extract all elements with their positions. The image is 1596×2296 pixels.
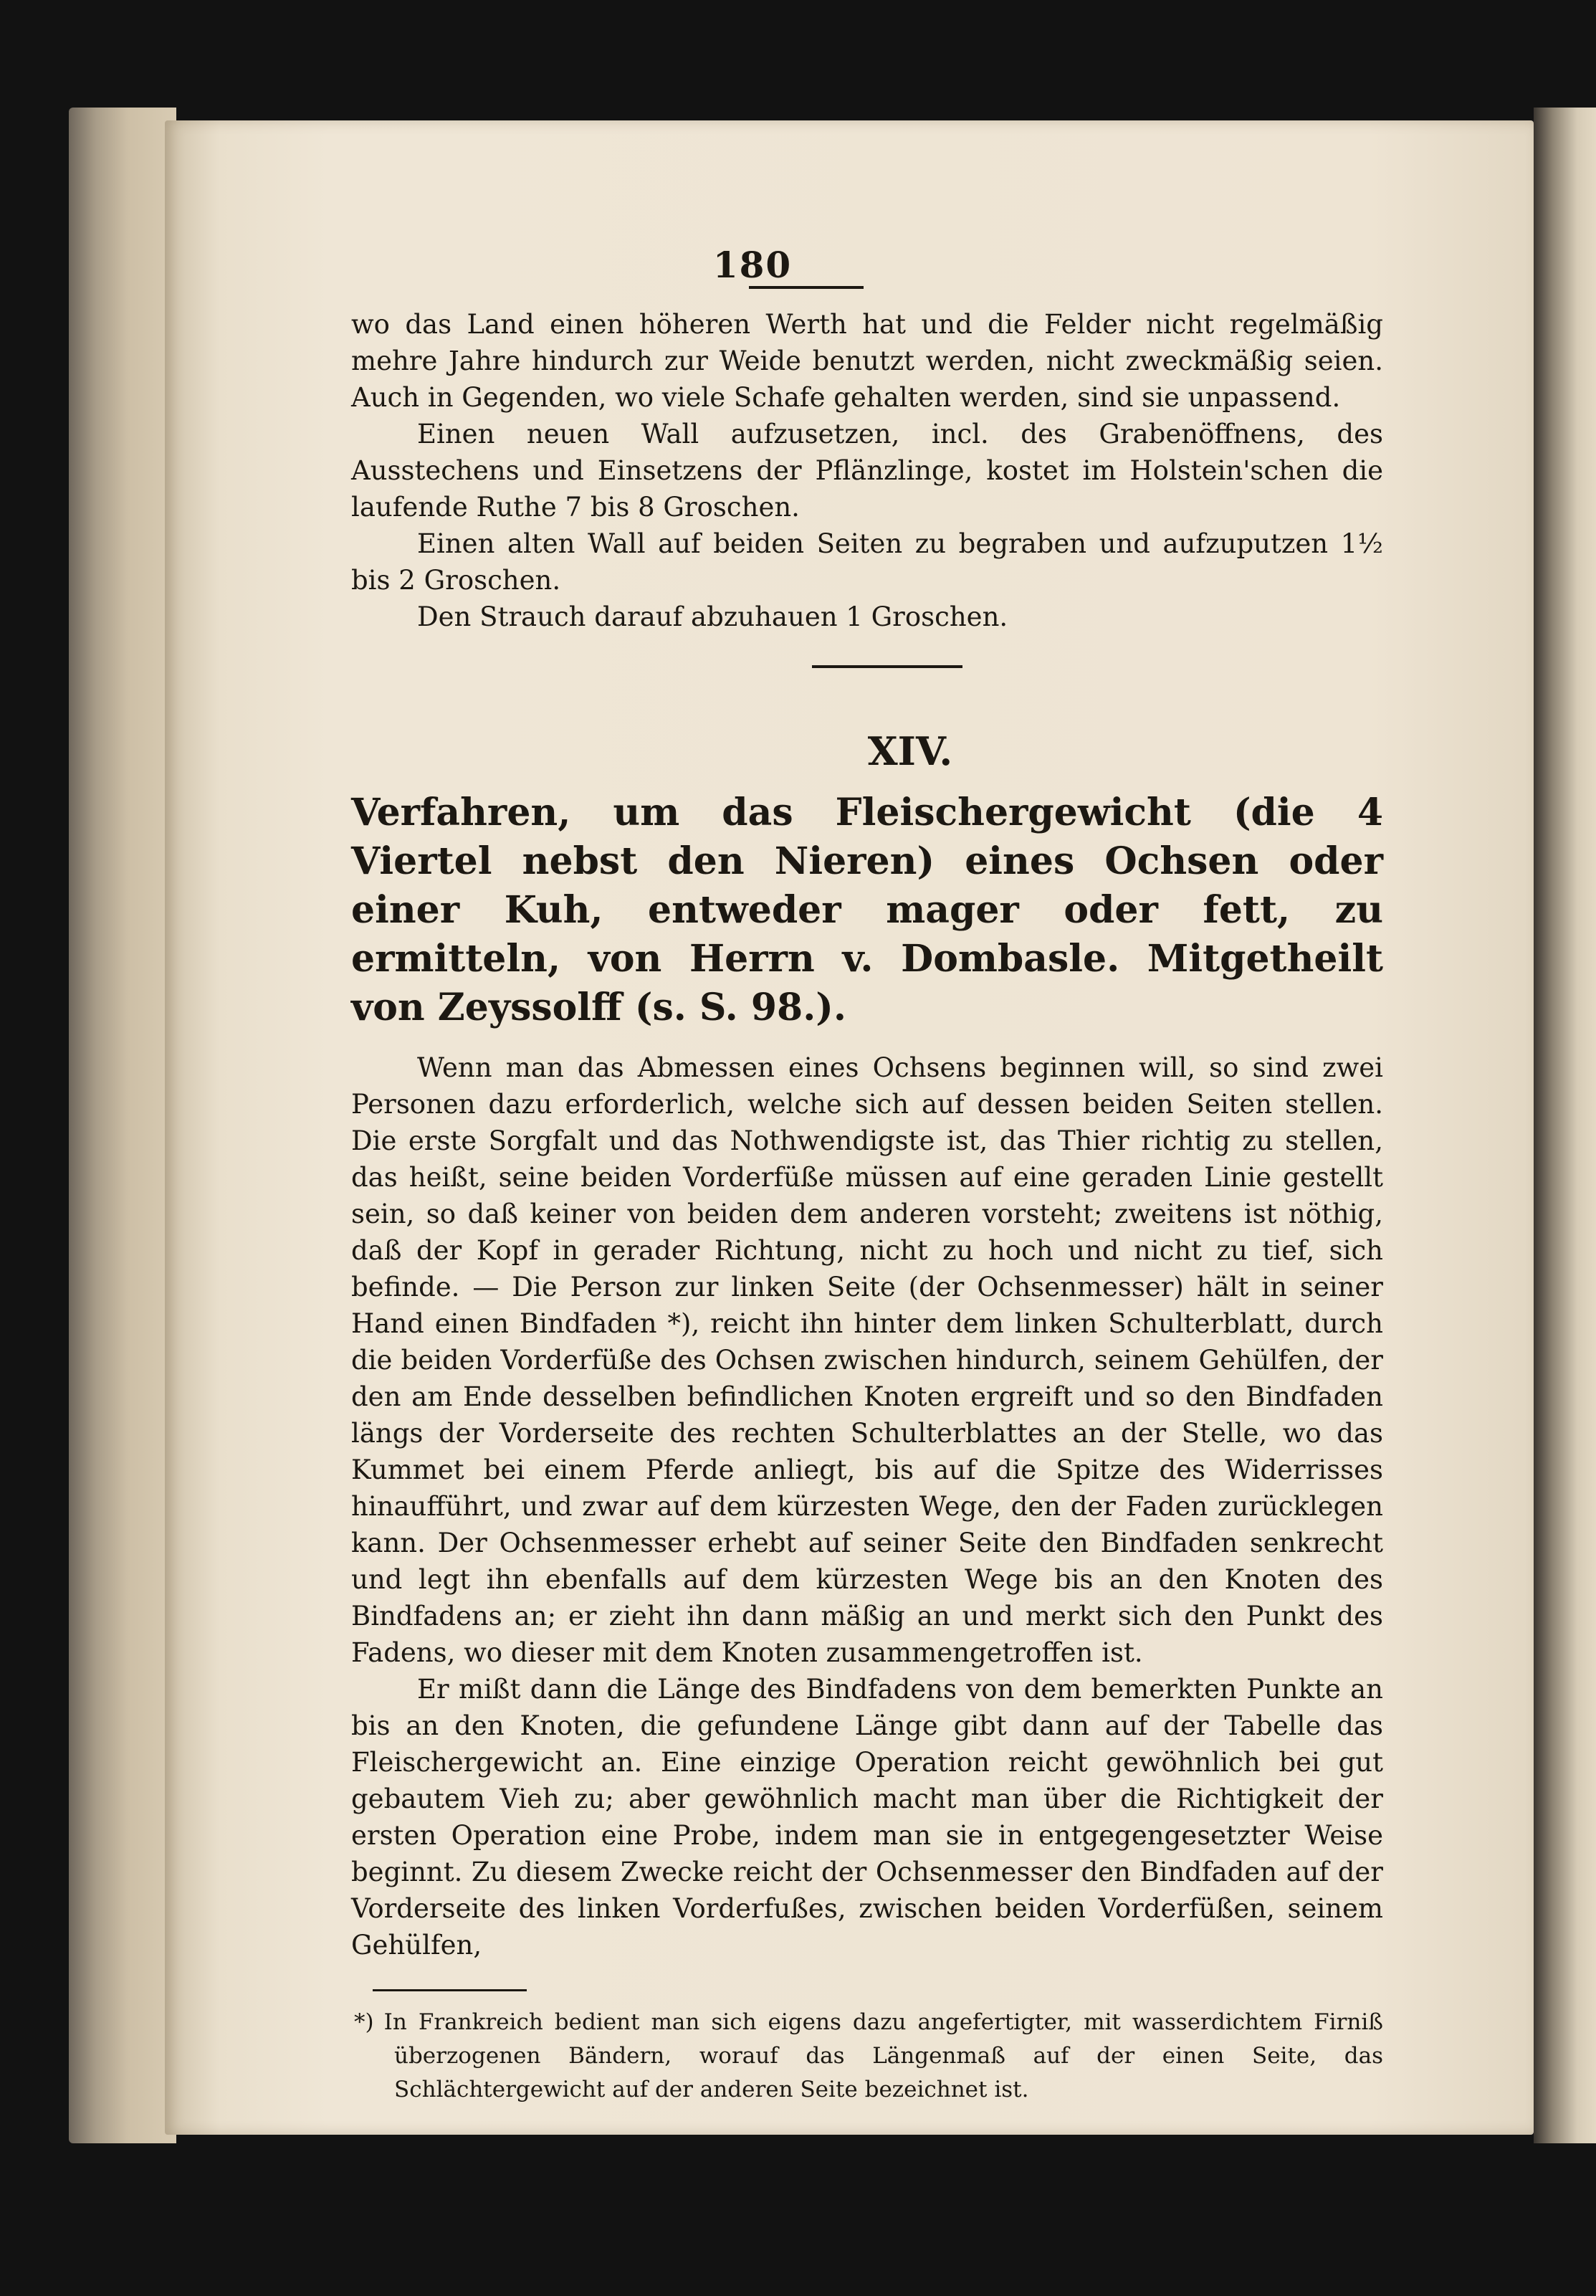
body-paragraph-1: Wenn man das Abmessen eines Ochsens beginnen will, so sind zwei Personen dazu erforderlich, welche sich auf dessen beiden Seiten stellen. Die erste Sorgfalt und das Nothwendigste ist, das Thier richtig zu stellen, das heißt, seine beiden Vorderfüße müssen auf eine geraden Linie gestellt sein, so daß keiner von beiden dem anderen vorsteht; zweitens ist nöthig, daß der Kopf in gerader Richtung, nicht zu hoch und nicht zu tief, sich befinde. — Die Person zur linken Seite (der Ochsenmesser) hält in seiner Hand einen Bindfaden *), reicht ihn hinter dem linken Schulterblatt, durch die beiden Vorderfüße des Ochsen zwischen hindurch, seinem Gehülfen, der den am Ende desselben befindlichen Knoten ergreift und so den Bindfaden längs der Vorderseite des rechten Schulterblattes an der Stelle, wo das Kummet bei einem Pferde anliegt, bis auf die Spitze des Widerrisses hinaufführt, und zwar auf dem kürzesten Wege, den der Faden zurücklegen kann. Der Ochsenmesser erhebt auf seiner Seite den Bindfaden senkrecht und legt ihn ebenfalls auf dem kürzesten Wege bis an den Knoten des Bindfadens an; er zieht ihn dann mäßig an und merkt sich den Punkt des Fadens, wo dieser mit dem Knoten zusammengetroffen ist. <box>351 1052 1383 1668</box>
section-heading: Verfahren, um das Fleischergewicht (die 4 Viertel nebst den Nieren) eines Ochsen oder einer Kuh, entweder mager oder fett, zu ermitteln, von Herrn v. Dombasle. Mitgetheilt von Zeyssolff (s. S. 98.). <box>351 791 1383 1029</box>
paragraph-2: Einen neuen Wall aufzusetzen, incl. des Grabenöffnens, des Ausstechens und Einsetzens der Pflänzlinge, kostet im Holstein'schen die laufende Ruthe 7 bis 8 Groschen. <box>351 419 1383 523</box>
footnote-mark: *) <box>354 2009 374 2035</box>
page-number: 180 <box>712 244 793 286</box>
page-number-rule <box>749 286 864 289</box>
footnote-text: In Frankreich bedient man sich eigens dazu angefertigter, mit wasserdichtem Firniß überzogenen Bändern, worauf das Längenmaß auf der einen Seite, das Schlächtergewicht auf der anderen Seite bezeichnet ist. <box>383 2009 1383 2102</box>
paragraph-3: Einen alten Wall auf beiden Seiten zu begraben und aufzuputzen 1½ bis 2 Groschen. <box>351 528 1383 596</box>
section-separator <box>812 665 962 668</box>
paragraph-1: wo das Land einen höheren Werth hat und die Felder nicht regelmäßig mehre Jahre hindurch zur Weide benutzt werden, nicht zweckmäßig seien. Auch in Gegenden, wo viele Schafe gehalten werden, sind sie unpassend. <box>351 309 1383 413</box>
page-content <box>351 244 1383 2107</box>
book-fore-edge <box>69 108 176 2143</box>
footnote <box>351 2006 1383 2107</box>
paragraph-4: Den Strauch darauf abzuhauen 1 Groschen. <box>417 601 1008 632</box>
facing-page-edge <box>1534 108 1596 2143</box>
body-paragraph-2: Er mißt dann die Länge des Bindfadens von dem bemerkten Punkte an bis an den Knoten, die gefundene Länge gibt dann auf der Tabelle das Fleischergewicht an. Eine einzige Operation reicht gewöhnlich bei gut gebautem Vieh zu; aber gewöhnlich macht man über die Richtigkeit der ersten Operation eine Probe, indem man sie in entgegengesetzter Weise beginnt. Zu diesem Zwecke reicht der Ochsenmesser den Bindfaden auf der Vorderseite des linken Vorderfußes, zwischen beiden Vorderfüßen, seinem Gehülfen, <box>351 1674 1383 1961</box>
footnote-rule <box>373 1989 527 1991</box>
section-number: XIV. <box>867 728 953 774</box>
